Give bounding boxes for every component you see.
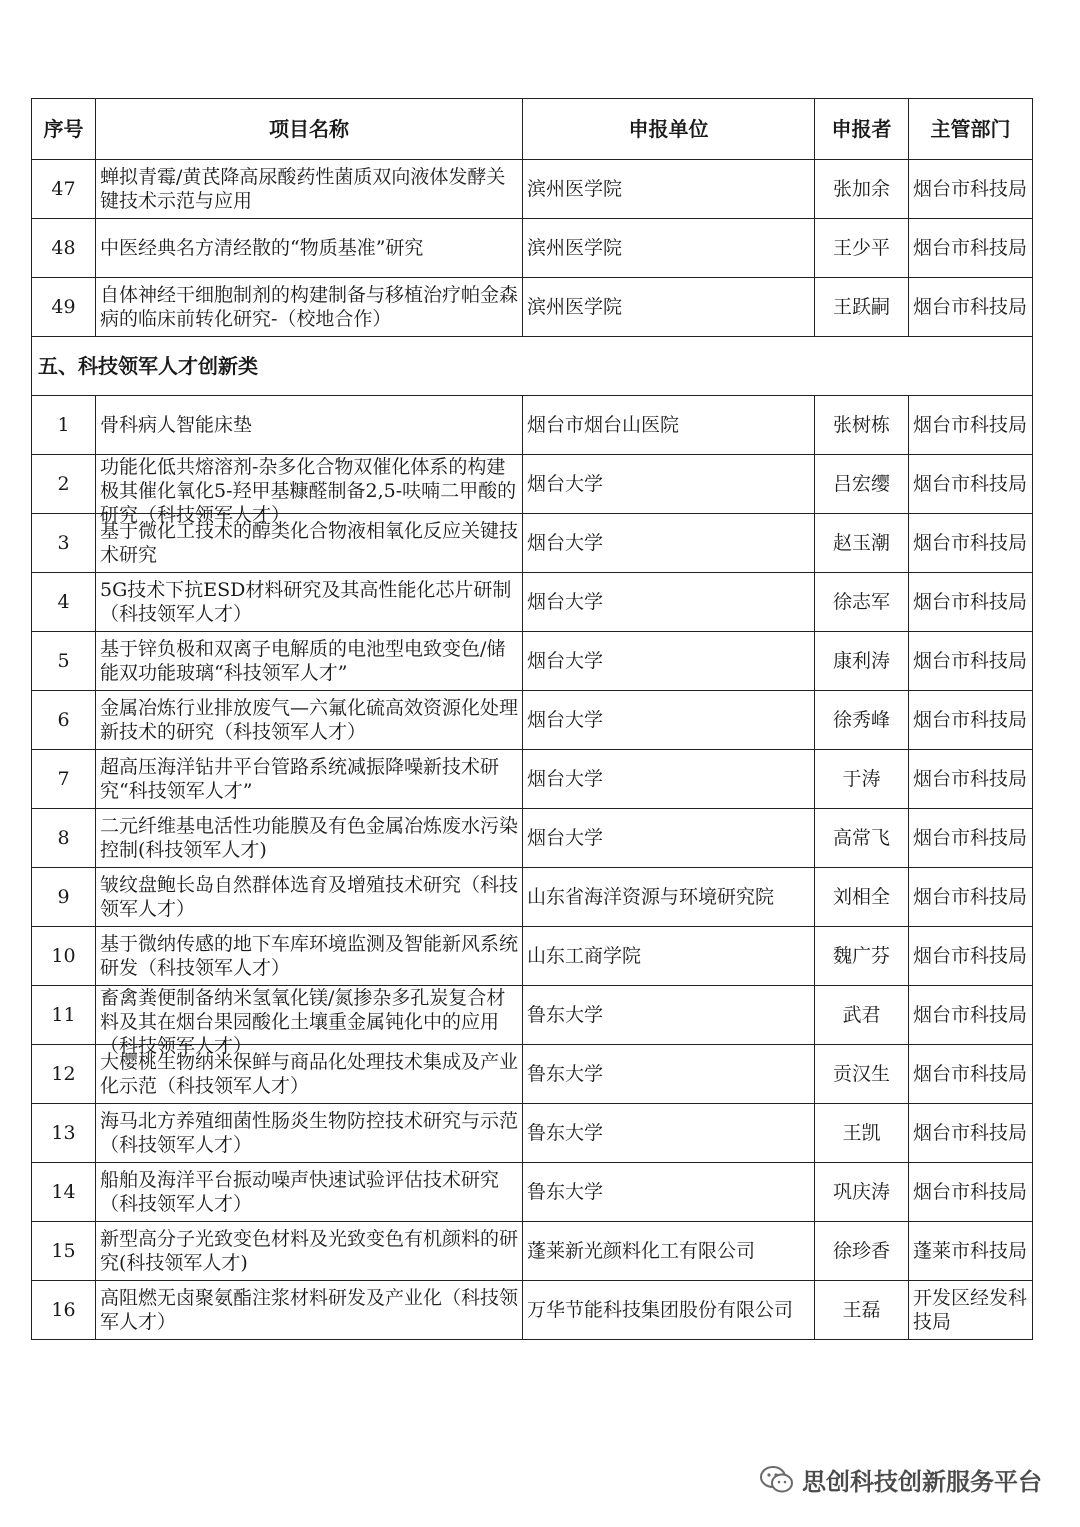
row-dept bbox=[909, 927, 1033, 986]
row-unit-text: 滨州医学院 bbox=[527, 178, 623, 200]
row-dept bbox=[909, 1222, 1033, 1281]
project-table bbox=[31, 98, 1033, 1340]
row-dept-text: 烟台市科技局 bbox=[913, 1181, 1028, 1203]
row-dept-text: 烟台市科技局 bbox=[913, 414, 1028, 436]
row-project-name-text: 大樱桃生物纳米保鲜与商品化处理技术集成及产业化示范（科技领军人才） bbox=[100, 1051, 519, 1097]
header-unit: 申报单位 bbox=[523, 99, 815, 160]
row-dept bbox=[909, 868, 1033, 927]
row-applicant-text: 高常飞 bbox=[832, 827, 890, 849]
row-dept bbox=[909, 986, 1033, 1045]
row-unit-text: 蓬莱新光颜料化工有限公司 bbox=[527, 1240, 756, 1262]
table-row bbox=[32, 219, 1033, 278]
table-row bbox=[32, 809, 1033, 868]
row-applicant bbox=[815, 278, 909, 337]
row-project-name-text: 中医经典名方清经散的“物质基准”研究 bbox=[100, 237, 424, 259]
row-unit bbox=[523, 1281, 815, 1340]
row-no bbox=[32, 396, 96, 455]
row-applicant bbox=[815, 1045, 909, 1104]
row-applicant-text: 刘相全 bbox=[832, 886, 890, 908]
row-unit-text: 万华节能科技集团股份有限公司 bbox=[527, 1299, 794, 1321]
row-dept-text: 烟台市科技局 bbox=[913, 591, 1028, 613]
row-unit-text: 山东省海洋资源与环境研究院 bbox=[527, 886, 775, 908]
table-row bbox=[32, 514, 1033, 573]
row-project-name-text: 二元纤维基电活性功能膜及有色金属冶炼废水污染控制(科技领军人才) bbox=[100, 815, 519, 861]
row-dept bbox=[909, 750, 1033, 809]
row-no bbox=[32, 1104, 96, 1163]
row-no-text: 7 bbox=[57, 768, 70, 790]
row-no-text: 10 bbox=[51, 945, 76, 967]
row-unit-text: 鲁东大学 bbox=[527, 1063, 604, 1085]
table-row bbox=[32, 1045, 1033, 1104]
row-unit-text: 烟台大学 bbox=[527, 768, 604, 790]
row-applicant bbox=[815, 1163, 909, 1222]
row-project-name-text: 基于锌负极和双离子电解质的电池型电致变色/储能双功能玻璃“科技领军人才” bbox=[100, 638, 506, 684]
row-project-name-text: 基于微化工技术的醇类化合物液相氧化反应关键技术研究 bbox=[100, 520, 519, 566]
section-body bbox=[32, 337, 1033, 396]
row-project-name bbox=[96, 514, 523, 573]
table-row bbox=[32, 573, 1033, 632]
row-unit bbox=[523, 691, 815, 750]
row-no bbox=[32, 219, 96, 278]
row-project-name-text: 新型高分子光致变色材料及光致变色有机颜料的研究(科技领军人才) bbox=[100, 1228, 519, 1274]
row-dept-text: 开发区经发科技局 bbox=[913, 1287, 1028, 1333]
row-unit-text: 滨州医学院 bbox=[527, 237, 623, 259]
header-row bbox=[32, 99, 1033, 160]
row-no bbox=[32, 455, 96, 514]
row-project-name bbox=[96, 278, 523, 337]
row-dept bbox=[909, 809, 1033, 868]
row-applicant-text: 张树栋 bbox=[832, 414, 890, 436]
row-applicant-text: 贡汉生 bbox=[832, 1063, 890, 1085]
row-applicant bbox=[815, 750, 909, 809]
row-dept-text: 烟台市科技局 bbox=[913, 709, 1028, 731]
row-unit-text: 烟台大学 bbox=[527, 532, 604, 554]
row-no-text: 4 bbox=[57, 591, 70, 613]
row-unit-text: 烟台大学 bbox=[527, 591, 604, 613]
row-unit bbox=[523, 1104, 815, 1163]
row-no-text: 48 bbox=[51, 237, 76, 259]
table-row bbox=[32, 1281, 1033, 1340]
row-unit-text: 鲁东大学 bbox=[527, 1181, 604, 1203]
row-dept bbox=[909, 1104, 1033, 1163]
row-project-name-text: 金属冶炼行业排放废气—六氟化硫高效资源化处理新技术的研究（科技领军人才） bbox=[100, 697, 519, 743]
row-unit bbox=[523, 396, 815, 455]
row-unit bbox=[523, 809, 815, 868]
row-applicant-text: 赵玉潮 bbox=[832, 532, 890, 554]
row-project-name-text: 5G技术下抗ESD材料研究及其高性能化芯片研制（科技领军人才） bbox=[100, 579, 512, 625]
row-no bbox=[32, 868, 96, 927]
row-project-name-text: 超高压海洋钻井平台管路系统减振降噪新技术研究“科技领军人才” bbox=[100, 756, 500, 802]
row-unit-text: 鲁东大学 bbox=[527, 1122, 604, 1144]
row-project-name bbox=[96, 632, 523, 691]
row-project-name-text: 自体神经干细胞制剂的构建制备与移植治疗帕金森病的临床前转化研究-（校地合作） bbox=[100, 284, 519, 330]
row-applicant bbox=[815, 1222, 909, 1281]
row-project-name bbox=[96, 1163, 523, 1222]
row-unit bbox=[523, 1045, 815, 1104]
row-applicant-text: 徐志军 bbox=[832, 591, 890, 613]
row-unit bbox=[523, 1222, 815, 1281]
row-project-name bbox=[96, 1104, 523, 1163]
row-applicant-text: 武君 bbox=[842, 1004, 881, 1026]
row-dept-text: 烟台市科技局 bbox=[913, 827, 1028, 849]
row-no-text: 1 bbox=[57, 414, 70, 436]
row-no-text: 15 bbox=[51, 1240, 76, 1262]
row-no-text: 16 bbox=[51, 1299, 76, 1321]
row-applicant-text: 张加余 bbox=[832, 178, 890, 200]
row-unit bbox=[523, 514, 815, 573]
row-unit bbox=[523, 573, 815, 632]
header-project-name: 项目名称 bbox=[96, 99, 523, 160]
row-project-name bbox=[96, 750, 523, 809]
row-unit bbox=[523, 632, 815, 691]
row-project-name-text: 高阻燃无卤聚氨酯注浆材料研发及产业化（科技领军人才） bbox=[100, 1287, 519, 1333]
row-dept-text: 烟台市科技局 bbox=[913, 768, 1028, 790]
row-project-name bbox=[96, 219, 523, 278]
row-dept-text: 烟台市科技局 bbox=[913, 650, 1028, 672]
row-no-text: 49 bbox=[51, 296, 76, 318]
table-row bbox=[32, 986, 1033, 1045]
row-project-name bbox=[96, 868, 523, 927]
table-body-a bbox=[32, 160, 1033, 337]
row-no-text: 2 bbox=[57, 473, 70, 495]
row-dept bbox=[909, 219, 1033, 278]
row-no-text: 9 bbox=[57, 886, 70, 908]
row-unit-text: 烟台大学 bbox=[527, 650, 604, 672]
row-unit-text: 烟台大学 bbox=[527, 709, 604, 731]
row-project-name-text: 骨科病人智能床垫 bbox=[100, 414, 253, 436]
table-row bbox=[32, 927, 1033, 986]
row-applicant-text: 巩庆涛 bbox=[832, 1181, 890, 1203]
row-project-name bbox=[96, 160, 523, 219]
row-applicant bbox=[815, 1104, 909, 1163]
row-dept-text: 烟台市科技局 bbox=[913, 532, 1028, 554]
section-row bbox=[32, 337, 1033, 396]
row-unit bbox=[523, 1163, 815, 1222]
row-applicant-text: 王磊 bbox=[842, 1299, 881, 1321]
table-row bbox=[32, 1222, 1033, 1281]
row-unit-text: 滨州医学院 bbox=[527, 296, 623, 318]
wechat-icon bbox=[760, 1465, 794, 1495]
row-no bbox=[32, 1281, 96, 1340]
row-unit bbox=[523, 750, 815, 809]
header-applicant: 申报者 bbox=[815, 99, 909, 160]
row-no-text: 3 bbox=[57, 532, 70, 554]
row-unit-text: 山东工商学院 bbox=[527, 945, 642, 967]
row-applicant-text: 康利涛 bbox=[832, 650, 890, 672]
row-dept-text: 蓬莱市科技局 bbox=[913, 1240, 1028, 1262]
row-applicant bbox=[815, 573, 909, 632]
row-applicant bbox=[815, 632, 909, 691]
row-project-name-text: 海马北方养殖细菌性肠炎生物防控技术研究与示范（科技领军人才） bbox=[100, 1110, 519, 1156]
row-no bbox=[32, 1163, 96, 1222]
row-project-name bbox=[96, 986, 523, 1057]
row-no-text: 12 bbox=[51, 1063, 76, 1085]
row-project-name bbox=[96, 1222, 523, 1281]
row-applicant-text: 徐珍香 bbox=[832, 1240, 890, 1262]
row-dept bbox=[909, 1281, 1033, 1340]
row-dept-text: 烟台市科技局 bbox=[913, 178, 1028, 200]
row-applicant bbox=[815, 927, 909, 986]
row-no bbox=[32, 927, 96, 986]
row-no bbox=[32, 1222, 96, 1281]
row-no bbox=[32, 632, 96, 691]
table-row bbox=[32, 396, 1033, 455]
row-project-name bbox=[96, 1281, 523, 1340]
row-no bbox=[32, 278, 96, 337]
row-unit bbox=[523, 927, 815, 986]
row-no bbox=[32, 573, 96, 632]
row-no-text: 6 bbox=[57, 709, 70, 731]
row-no bbox=[32, 514, 96, 573]
row-no bbox=[32, 750, 96, 809]
row-dept-text: 烟台市科技局 bbox=[913, 886, 1028, 908]
row-project-name bbox=[96, 396, 523, 455]
row-applicant bbox=[815, 396, 909, 455]
row-applicant bbox=[815, 219, 909, 278]
row-no bbox=[32, 1045, 96, 1104]
row-project-name bbox=[96, 691, 523, 750]
row-unit-text: 烟台大学 bbox=[527, 827, 604, 849]
row-dept bbox=[909, 573, 1033, 632]
row-unit bbox=[523, 219, 815, 278]
row-applicant bbox=[815, 455, 909, 514]
row-applicant-text: 王少平 bbox=[832, 237, 890, 259]
row-dept bbox=[909, 455, 1033, 514]
table-row bbox=[32, 632, 1033, 691]
row-applicant-text: 魏广芬 bbox=[832, 945, 890, 967]
row-unit-text: 烟台市烟台山医院 bbox=[527, 414, 680, 436]
row-dept-text: 烟台市科技局 bbox=[913, 296, 1028, 318]
row-project-name-text: 功能化低共熔溶剂-杂多化合物双催化体系的构建极其催化氧化5-羟甲基糠醛制备2,5-呋喃二甲酸的研究（科技领军人才） bbox=[100, 456, 517, 526]
header-dept: 主管部门 bbox=[909, 99, 1033, 160]
row-dept bbox=[909, 278, 1033, 337]
row-project-name bbox=[96, 927, 523, 986]
row-project-name-text: 基于微纳传感的地下车库环境监测及智能新风系统研发（科技领军人才） bbox=[100, 933, 519, 979]
row-dept-text: 烟台市科技局 bbox=[913, 237, 1028, 259]
row-applicant-text: 王跃嗣 bbox=[832, 296, 890, 318]
table-row bbox=[32, 691, 1033, 750]
row-dept-text: 烟台市科技局 bbox=[913, 1122, 1028, 1144]
row-applicant-text: 于涛 bbox=[842, 768, 881, 790]
row-project-name bbox=[96, 809, 523, 868]
row-no bbox=[32, 809, 96, 868]
row-dept bbox=[909, 396, 1033, 455]
row-no-text: 47 bbox=[51, 178, 76, 200]
row-no-text: 8 bbox=[57, 827, 70, 849]
section-title: 五、科技领军人才创新类 bbox=[32, 337, 1033, 396]
row-project-name-text: 畜禽粪便制备纳米氢氧化镁/氮掺杂多孔炭复合材料及其在烟台果园酸化土壤重金属钝化中的应用（科技领军人才） bbox=[100, 987, 506, 1057]
row-no-text: 14 bbox=[51, 1181, 76, 1203]
row-no bbox=[32, 691, 96, 750]
row-dept bbox=[909, 160, 1033, 219]
row-applicant bbox=[815, 514, 909, 573]
table-row bbox=[32, 868, 1033, 927]
table-row bbox=[32, 1163, 1033, 1222]
row-applicant-text: 徐秀峰 bbox=[832, 709, 890, 731]
row-project-name bbox=[96, 455, 523, 526]
row-unit bbox=[523, 986, 815, 1045]
table-body-b bbox=[32, 396, 1033, 1340]
row-dept-text: 烟台市科技局 bbox=[913, 473, 1028, 495]
row-project-name bbox=[96, 1045, 523, 1104]
row-project-name-text: 船舶及海洋平台振动噪声快速试验评估技术研究（科技领军人才） bbox=[100, 1169, 500, 1215]
table-row bbox=[32, 750, 1033, 809]
row-applicant bbox=[815, 160, 909, 219]
row-applicant bbox=[815, 691, 909, 750]
row-dept bbox=[909, 514, 1033, 573]
row-dept bbox=[909, 632, 1033, 691]
row-unit bbox=[523, 455, 815, 514]
row-unit-text: 鲁东大学 bbox=[527, 1004, 604, 1026]
row-unit-text: 烟台大学 bbox=[527, 473, 604, 495]
row-unit bbox=[523, 868, 815, 927]
row-project-name bbox=[96, 573, 523, 632]
row-applicant bbox=[815, 868, 909, 927]
watermark-text: 思创科技创新服务平台 bbox=[802, 1468, 1042, 1496]
row-no bbox=[32, 160, 96, 219]
row-applicant-text: 王凯 bbox=[842, 1122, 881, 1144]
row-dept-text: 烟台市科技局 bbox=[913, 1004, 1028, 1026]
row-applicant bbox=[815, 986, 909, 1045]
header-no: 序号 bbox=[32, 99, 96, 160]
table-row bbox=[32, 1104, 1033, 1163]
row-unit bbox=[523, 278, 815, 337]
row-dept-text: 烟台市科技局 bbox=[913, 945, 1028, 967]
table-row bbox=[32, 455, 1033, 514]
row-project-name-text: 蝉拟青霉/黄芪降高尿酸药性菌质双向液体发酵关键技术示范与应用 bbox=[100, 166, 506, 212]
watermark bbox=[760, 1462, 1042, 1497]
row-no-text: 5 bbox=[57, 650, 70, 672]
row-project-name-text: 皱纹盘鲍长岛自然群体选育及增殖技术研究（科技领军人才） bbox=[100, 874, 519, 920]
table-row bbox=[32, 160, 1033, 219]
row-applicant bbox=[815, 809, 909, 868]
row-no-text: 13 bbox=[51, 1122, 76, 1144]
row-dept bbox=[909, 1163, 1033, 1222]
table-row bbox=[32, 278, 1033, 337]
row-no bbox=[32, 986, 96, 1045]
row-applicant-text: 吕宏缨 bbox=[832, 473, 890, 495]
row-applicant bbox=[815, 1281, 909, 1340]
row-no-text: 11 bbox=[51, 1004, 76, 1026]
row-unit bbox=[523, 160, 815, 219]
row-dept bbox=[909, 1045, 1033, 1104]
row-dept-text: 烟台市科技局 bbox=[913, 1063, 1028, 1085]
row-dept bbox=[909, 691, 1033, 750]
